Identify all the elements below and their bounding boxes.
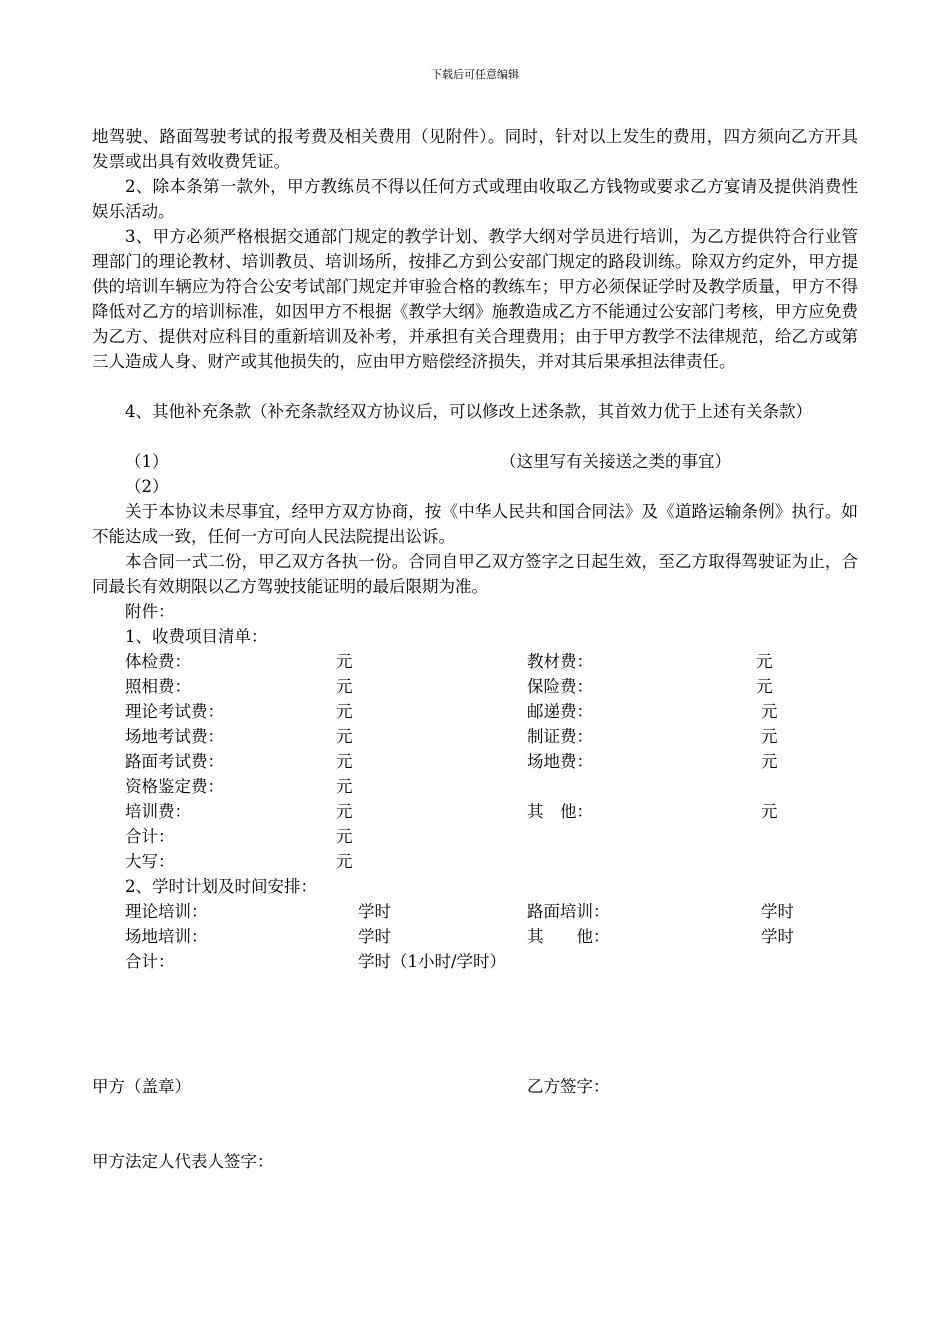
hours-unit: 学时 <box>358 927 391 946</box>
fee-unit: 元 <box>336 852 353 871</box>
fee-unit: 元 <box>336 802 353 821</box>
page-header: 下载后可任意编辑 <box>431 68 519 81</box>
hours-total-unit: 学时（1小时/学时） <box>358 952 507 971</box>
hours-label: 其 他： <box>527 927 610 946</box>
fee-label: 体检费： <box>125 652 191 671</box>
fee-label: 培训费： <box>125 802 191 821</box>
attachment-title: 附件： <box>125 602 175 621</box>
paragraph-5: 关于本协议未尽事宜，经甲方双方协商，按《中华人民共和国合同法》及《道路运输条例》执行。如不能达成一致，任何一方可向人民法院提出讼诉。 <box>92 502 858 546</box>
paragraph-4: 4、其他补充条款（补充条款经双方协议后，可以修改上述条款，其首效力优于上述有关条款） <box>125 402 812 421</box>
legal-representative-signature: 甲方法定人代表人签字： <box>92 1152 274 1171</box>
fee-label: 理论考试费： <box>125 702 224 721</box>
fee-unit: 元 <box>761 752 778 771</box>
fee-label: 路面考试费： <box>125 752 224 771</box>
fee-unit: 元 <box>761 702 778 721</box>
hours-unit: 学时 <box>358 902 391 921</box>
paragraph-1: 地驾驶、路面驾驶考试的报考费及相关费用（见附件）。同时，针对以上发生的费用，四方须向乙方开具发票或出具有效收费凭证。 <box>92 127 858 171</box>
fee-unit: 元 <box>336 727 353 746</box>
fee-label: 邮递费： <box>527 702 593 721</box>
hours-unit: 学时 <box>761 902 794 921</box>
fee-label: 场地考试费： <box>125 727 224 746</box>
fee-capital-label: 大写： <box>125 852 175 871</box>
fee-unit: 元 <box>336 677 353 696</box>
fee-unit: 元 <box>336 752 353 771</box>
fee-unit: 元 <box>761 727 778 746</box>
fee-label: 资格鉴定费： <box>125 777 224 796</box>
fee-unit: 元 <box>336 777 353 796</box>
hours-label: 路面培训： <box>527 902 610 921</box>
fee-unit: 元 <box>761 802 778 821</box>
fee-unit: 元 <box>336 827 353 846</box>
paragraph-3: 3、甲方必须严格根据交通部门规定的教学计划、教学大纲对学员进行培训，为乙方提供符合行业管理部门的理论教材、培训教员、培训场所，按排乙方到公安部门规定的路段训练。除双方约定外，甲方提供的培训车辆应为符合公安考试部门规定并审验合格的教练车；甲方必须保证学时及教学质量，甲方不得降低对乙方的培训标准，如因甲方不根据《教学大纲》施教造成乙方不能通过公安部门考核，甲方应免费为乙方、提供对应科目的重新培训及补考，并承担有关合理费用；由于甲方教学不法律规范，给乙方或第三人造成人身、财产或其他损失的，应由甲方赔偿经济损失，并对其后果承担法律责任。 <box>92 227 858 371</box>
hours-label: 理论培训： <box>125 902 208 921</box>
fee-label: 制证费： <box>527 727 593 746</box>
party-b-signature: 乙方签字： <box>527 1077 610 1096</box>
fee-label: 照相费： <box>125 677 191 696</box>
fee-label: 保险费： <box>527 677 593 696</box>
fee-unit: 元 <box>336 702 353 721</box>
fee-unit: 元 <box>756 652 773 671</box>
hours-total-label: 合计： <box>125 952 175 971</box>
paragraph-6: 本合同一式二份，甲乙双方各执一份。合同自甲乙双方签字之日起生效，至乙方取得驾驶证为止，合同最长有效期限以乙方驾驶技能证明的最后限期为准。 <box>92 552 858 596</box>
fee-total-label: 合计： <box>125 827 175 846</box>
fee-label: 教材费： <box>527 652 593 671</box>
supplementary-item-1-note: （这里写有关接送之类的事宜） <box>500 452 731 471</box>
hours-label: 场地培训： <box>125 927 208 946</box>
supplementary-item-2-label: （2） <box>125 477 169 496</box>
supplementary-item-1-label: （1） <box>125 452 169 471</box>
hours-unit: 学时 <box>761 927 794 946</box>
fee-unit: 元 <box>756 677 773 696</box>
fee-label: 场地费： <box>527 752 593 771</box>
hours-title: 2、学时计划及时间安排： <box>125 877 317 896</box>
fee-label: 其 他： <box>527 802 593 821</box>
party-a-seal: 甲方（盖章） <box>92 1077 191 1096</box>
fee-unit: 元 <box>336 652 353 671</box>
paragraph-2: 2、除本条第一款外，甲方教练员不得以任何方式或理由收取乙方钱物或要求乙方宴请及提供消费性娱乐活动。 <box>92 177 858 221</box>
fees-title: 1、收费项目清单： <box>125 627 268 646</box>
